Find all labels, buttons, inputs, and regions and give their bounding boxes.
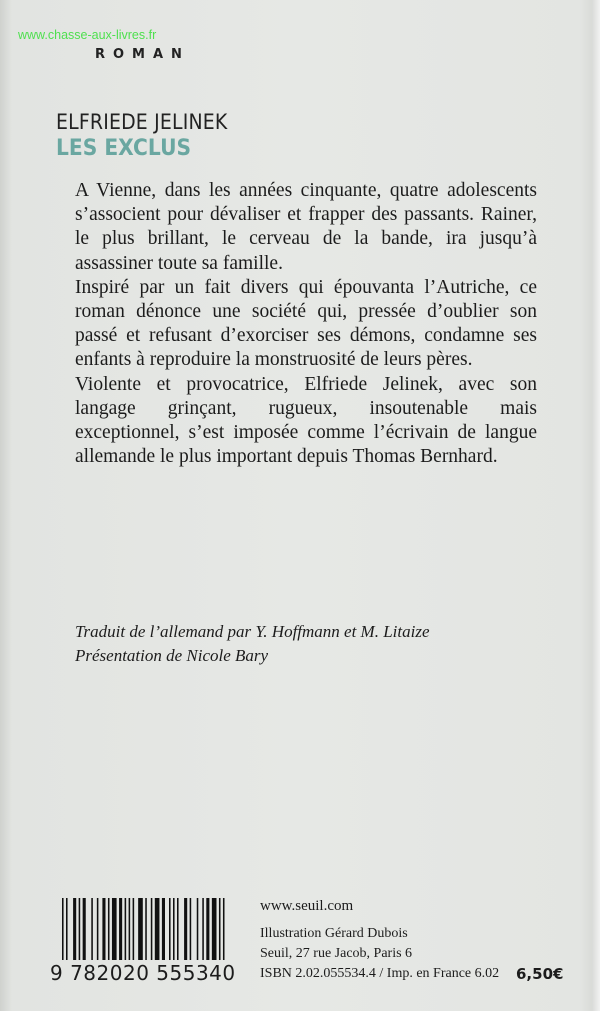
barcode-bar bbox=[133, 898, 135, 960]
credits bbox=[75, 620, 430, 668]
book-title: LES EXCLUS bbox=[56, 136, 192, 161]
barcode-bar bbox=[177, 898, 179, 960]
barcode-bar bbox=[108, 898, 110, 960]
barcode-bar bbox=[169, 898, 171, 960]
barcode-bar bbox=[202, 898, 204, 960]
blurb-paragraph: A Vienne, dans les années cinquante, quatre adolescents s’associent pour dévaliser et frapper des passants. Rainer, le plus brillant, le cerveau de la bande, ira jusqu’à assassiner toute sa famille. bbox=[75, 180, 537, 274]
illustration-credit: Illustration Gérard Dubois bbox=[260, 926, 408, 941]
barcode-bar bbox=[162, 898, 165, 960]
barcode-bar bbox=[138, 898, 143, 960]
blurb bbox=[75, 179, 537, 469]
presentation-credit: Présentation de Nicole Bary bbox=[75, 646, 269, 665]
barcode-bar bbox=[190, 898, 192, 960]
barcode-bar bbox=[62, 898, 64, 960]
barcode-bar bbox=[73, 898, 76, 960]
barcode-bar bbox=[102, 898, 105, 960]
barcode-bar bbox=[223, 898, 225, 960]
barcode-digits: 9 782020 555340 bbox=[50, 961, 236, 985]
publisher-address: Seuil, 27 rue Jacob, Paris 6 bbox=[260, 946, 413, 961]
author-name: ELFRIEDE JELINEK bbox=[56, 110, 228, 134]
barcode bbox=[62, 898, 244, 960]
barcode-bar bbox=[119, 898, 122, 960]
price: 6,50€ bbox=[516, 965, 564, 983]
barcode-bar bbox=[151, 898, 153, 960]
barcode-bar bbox=[219, 898, 221, 960]
publisher-website: www.seuil.com bbox=[260, 898, 354, 914]
barcode-bar bbox=[212, 898, 217, 960]
barcode-bar bbox=[125, 898, 127, 960]
barcode-bar bbox=[97, 898, 99, 960]
watermark: www.chasse-aux-livres.fr bbox=[18, 28, 157, 42]
barcode-bar bbox=[206, 898, 209, 960]
translation-credit: Traduit de l’allemand par Y. Hoffmann et M. Litaize bbox=[75, 622, 430, 641]
barcode-bar bbox=[66, 898, 68, 960]
genre-label: ROMAN bbox=[95, 47, 190, 62]
barcode-bar bbox=[155, 898, 160, 960]
barcode-bar bbox=[83, 898, 86, 960]
isbn: ISBN 2.02.055534.4 / Imp. en France 6.02 bbox=[260, 966, 500, 981]
barcode-bar bbox=[112, 898, 117, 960]
barcode-bar bbox=[197, 898, 199, 960]
blurb-paragraph: Inspiré par un fait divers qui épouvanta l’Autriche, ce roman dénonce une société qui, pressée d’oublier son passé et refusant d’exorciser ses démons, condamne ses enfants à reproduire la monstruosité de leurs pères. bbox=[75, 276, 537, 371]
barcode-bar bbox=[173, 898, 175, 960]
barcode-bar bbox=[145, 898, 147, 960]
barcode-bar bbox=[91, 898, 93, 960]
barcode-bar bbox=[184, 898, 187, 960]
blurb-paragraph: Violente et provocatrice, Elfriede Jelinek, avec son langage grinçant, rugueux, insoutenable mais exceptionnel, s’est imposée comme l’écrivain de langue allemande le plus important depuis Thomas Bernhard. bbox=[75, 373, 537, 468]
barcode-bar bbox=[79, 898, 81, 960]
barcode-bar bbox=[129, 898, 131, 960]
